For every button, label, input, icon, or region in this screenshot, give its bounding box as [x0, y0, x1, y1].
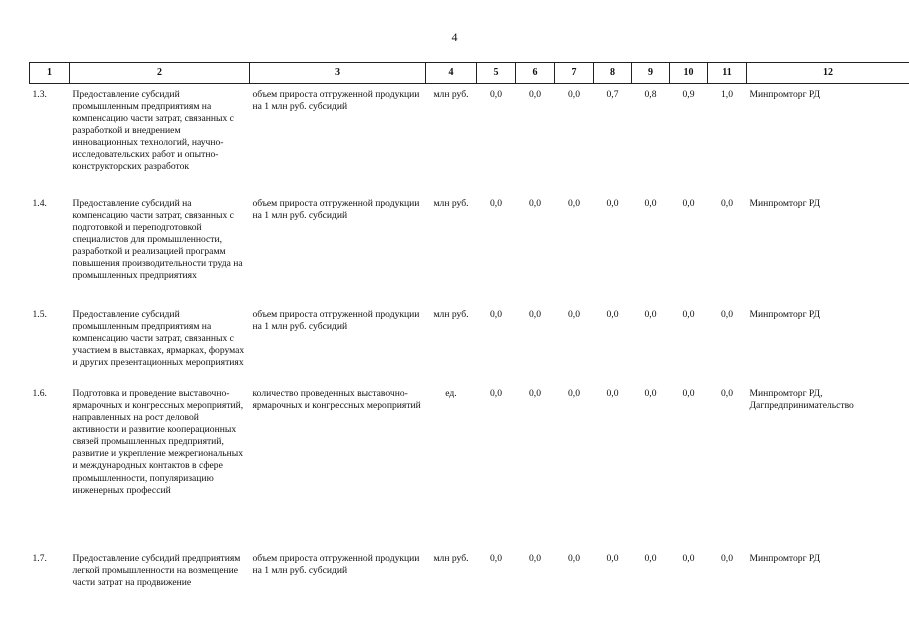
indicator-name: количество проведенных выставочно-ярмарочных и конгрессных мероприятий: [252, 388, 421, 412]
table-row: [30, 548, 909, 617]
header-col-1: 1: [30, 63, 70, 84]
value-cell: 0,0: [568, 553, 580, 564]
value-cell: 0,0: [568, 388, 580, 399]
header-col-6: 6: [516, 63, 555, 84]
value-cell: 0,0: [721, 553, 733, 564]
value-cell: 0,0: [644, 198, 657, 209]
value-cell: 0,0: [529, 198, 541, 209]
value-cell: 0,9: [682, 89, 695, 100]
value-cell: 1,0: [721, 89, 733, 100]
header-col-2: 2: [70, 63, 250, 84]
unit-cell: ед.: [445, 388, 457, 399]
row-number: 1.7.: [32, 553, 47, 564]
value-cell: 0,0: [682, 309, 695, 320]
header-col-11: 11: [708, 63, 747, 84]
value-cell: 0,0: [721, 309, 733, 320]
value-cell: 0,0: [490, 309, 502, 320]
table-header: [30, 63, 909, 84]
header-col-8: 8: [594, 63, 632, 84]
unit-cell: млн руб.: [433, 198, 469, 209]
measure-name: Предоставление субсидий предприятиям легкой промышленности на возмещение части затрат на продвижение: [72, 553, 241, 589]
measure-name: Предоставление субсидий промышленным предприятиям на компенсацию части затрат, связанных с участием в выставках, ярмарках, форумах и других презентационных мероприятиях: [72, 309, 245, 369]
value-cell: 0,8: [644, 89, 657, 100]
table-row: [30, 84, 909, 194]
responsible-executor: Минпромторг РД: [749, 198, 821, 209]
table-row: [30, 304, 909, 383]
value-cell: 0,7: [606, 89, 619, 100]
value-cell: 0,0: [529, 309, 541, 320]
value-cell: 0,0: [721, 198, 733, 209]
program-indicators-table: [29, 62, 909, 617]
header-col-12: 12: [747, 63, 909, 84]
value-cell: 0,0: [568, 89, 580, 100]
value-cell: 0,0: [490, 198, 502, 209]
value-cell: 0,0: [490, 388, 502, 399]
indicator-name: объем прироста отгруженной продукции на 1 млн руб. субсидий: [252, 198, 420, 222]
header-col-5: 5: [477, 63, 516, 84]
value-cell: 0,0: [606, 388, 619, 399]
header-col-9: 9: [632, 63, 670, 84]
value-cell: 0,0: [644, 388, 657, 399]
responsible-executor: Минпромторг РД: [749, 89, 821, 100]
row-number: 1.3.: [32, 89, 47, 100]
value-cell: 0,0: [682, 198, 695, 209]
indicator-name: объем прироста отгруженной продукции на 1 млн руб. субсидий: [252, 553, 420, 577]
value-cell: 0,0: [644, 553, 657, 564]
table-row: [30, 193, 909, 304]
row-number: 1.4.: [32, 198, 47, 209]
table-row: [30, 383, 909, 548]
value-cell: 0,0: [644, 309, 657, 320]
header-col-10: 10: [670, 63, 708, 84]
value-cell: 0,0: [682, 388, 695, 399]
responsible-executor: Минпромторг РД: [749, 309, 821, 320]
value-cell: 0,0: [490, 553, 502, 564]
row-number: 1.5.: [32, 309, 47, 320]
value-cell: 0,0: [568, 198, 580, 209]
header-col-3: 3: [250, 63, 426, 84]
value-cell: 0,0: [490, 89, 502, 100]
page-number: 4: [451, 30, 458, 44]
value-cell: 0,0: [606, 198, 619, 209]
value-cell: 0,0: [529, 553, 541, 564]
header-col-7: 7: [555, 63, 594, 84]
unit-cell: млн руб.: [433, 89, 469, 100]
value-cell: 0,0: [606, 309, 619, 320]
value-cell: 0,0: [682, 553, 695, 564]
indicator-name: объем прироста отгруженной продукции на 1 млн руб. субсидий: [252, 309, 420, 333]
unit-cell: млн руб.: [433, 553, 469, 564]
row-number: 1.6.: [32, 388, 47, 399]
header-col-4: 4: [426, 63, 477, 84]
value-cell: 0,0: [568, 309, 580, 320]
header-row: [30, 63, 909, 84]
indicator-name: объем прироста отгруженной продукции на 1 млн руб. субсидий: [252, 89, 420, 113]
measure-name: Предоставление субсидий промышленным предприятиям на компенсацию части затрат, связанных с разработкой и внедрением инновационных технологий, научно-исследовательских работ и опытно-конструкторских разработок: [72, 89, 234, 173]
value-cell: 0,0: [606, 553, 619, 564]
value-cell: 0,0: [721, 388, 733, 399]
responsible-executor: Минпромторг РД, Дагпредпринимательство: [749, 388, 854, 412]
value-cell: 0,0: [529, 388, 541, 399]
responsible-executor: Минпромторг РД: [749, 553, 821, 564]
measure-name: Подготовка и проведение выставочно-ярмарочных и конгрессных мероприятий, направленных на рост деловой активности и развитие кооперационных связей промышленных предприятий, развитие и укрепление межрегиональных и международных контактов в сфере промышленности, популяризацию инженерных профессий: [72, 388, 244, 496]
value-cell: 0,0: [529, 89, 541, 100]
measure-name: Предоставление субсидий на компенсацию части затрат, связанных с подготовкой и переподготовкой специалистов для промышленности, разработкой и реализацией программ повышения производительности труда на промышленных предприятиях: [72, 198, 243, 282]
unit-cell: млн руб.: [433, 309, 469, 320]
